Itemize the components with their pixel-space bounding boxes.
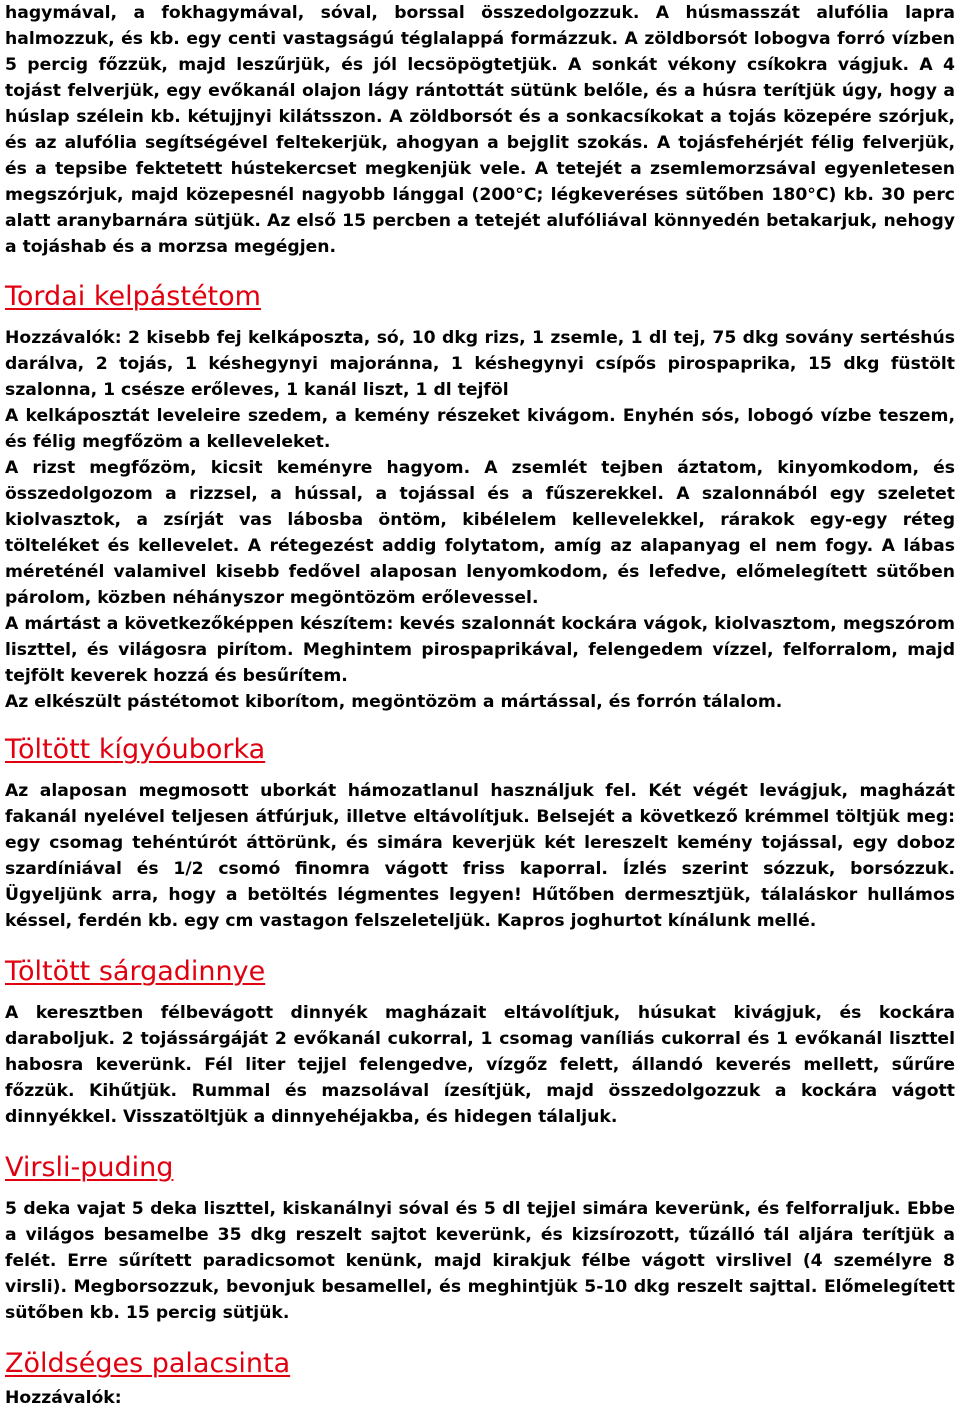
ingredients-label: Hozzávalók:: [5, 1388, 122, 1408]
recipe-title: Zöldséges palacsinta: [5, 1348, 291, 1379]
instruction-paragraph: Az elkészült pástétomot kiborítom, megöntözöm a mártással, és forrón tálalom.: [5, 692, 783, 712]
recipe-toltott-sargadinnye: [5, 955, 955, 1130]
instruction-paragraph: A keresztben félbevágott dinnyék magházait eltávolítjuk, húsukat kivágjuk, és kockára daraboljuk. 2 tojássárgáját 2 evőkanál cukorral, 1 csomag vaníliás cukorral és 1 evőkanál liszttel habosra keverünk. Fél liter tejjel felengedve, vízgőz felett, állandó keverés mellett, sűrűre főzzük. Kihűtjük. Rummal és mazsolával ízesítjük, majd összedolgozzuk a kockára vágott dinnyékkel. Visszatöltjük a dinnyehéjakba, és hidegen tálaljuk.: [5, 1003, 955, 1127]
recipe-toltott-kigyouborka: [5, 733, 955, 934]
intro-section: [5, 0, 955, 260]
intro-paragraph: hagymával, a fokhagymával, sóval, borssal összedolgozzuk. A húsmasszát alufólia lapra halmozzuk, és kb. egy centi vastagságú téglalappá formázzuk. A zöldborsót lobogva forró vízben 5 percig főzzük, majd leszűrjük, és jól lecsöpögtetjük. A sonkát vékony csíkokra vágjuk. A 4 tojást felverjük, egy evőkanál olajon lágy rántottát sütünk belőle, és a húsra terítjük úgy, hogy a húslap szélein kb. kétujjnyi kilátsszon. A zöldborsót és a sonkacsíkokat a tojás közepére szórjuk, és az alufólia segítségével feltekerjük, ahogyan a bejglit szokás. A tojásfehérjét félig felverjük, és a tepsibe fektetett hústekercset megkenjük vele. A tetejét a zsemlemorzsával egyenletesen megszórjuk, majd közepesnél nagyobb lánggal (200°C; légkeveréses sütőben 180°C) kb. 30 perc alatt aranybarnára sütjük. Az első 15 percben a tetejét alufóliával könnyedén betakarjuk, nehogy a tojáshab és a morzsa megégjen.: [5, 3, 955, 257]
instruction-paragraph: 5 deka vajat 5 deka liszttel, kiskanálnyi sóval és 5 dl tejjel simára keverünk, és felforraljuk. Ebbe a világos besamelbe 35 dkg reszelt sajtot keverünk, és kizsírozott, tűzálló tál aljára terítjük a felét. Erre sűrített paradicsomot kenünk, majd kirakjuk félbe vágott virslivel (4 személyre 8 virsli). Megborsozzuk, bevonjuk besamellel, és meghintjük 5-10 dkg reszelt sajttal. Előmelegített sütőben kb. 15 percig sütjük.: [5, 1199, 955, 1323]
recipe-tordai-kelpastetom: [5, 280, 955, 715]
recipe-title: Töltött sárgadinnye: [5, 956, 266, 987]
recipe-zoldseges-palacsinta: [5, 1347, 955, 1411]
recipe-title: Töltött kígyóuborka: [5, 734, 266, 765]
recipe-virsli-puding: [5, 1151, 955, 1326]
recipe-title: Virsli-puding: [5, 1152, 174, 1183]
instruction-paragraph: Az alaposan megmosott uborkát hámozatlanul használjuk fel. Két végét levágjuk, magházát fakanál nyelével teljesen átfúrjuk, illetve eltávolítjuk. Belsejét a következő krémmel töltjük meg: egy csomag tehéntúrót áttörünk, és simára keverjük két lereszelt kemény tojással, egy doboz szardíniával és 1/2 csomó finomra vágott friss kaporral. Ízlés szerint sózzuk, borsózzuk. Ügyeljünk arra, hogy a betöltés légmentes legyen! Hűtőben dermesztjük, tálaláskor hullámos késsel, ferdén kb. egy cm vastagon felszeleteljük. Kapros joghurtot kínálunk mellé.: [5, 781, 955, 931]
instruction-paragraph: A kelkáposztát leveleire szedem, a kemény részeket kivágom. Enyhén sós, lobogó vízbe teszem, és félig megfőzöm a kelleveleket.: [5, 406, 955, 452]
instruction-paragraph: A rizst megfőzöm, kicsit keményre hagyom. A zsemlét tejben áztatom, kinyomkodom, és összedolgozom a rizzsel, a hússal, a tojással és a fűszerekkel. A szalonnából egy szeletet kiolvasztok, a zsírját vas lábosba öntöm, kibélelem kellevelekkel, rárakok egy-egy réteg tölteléket és kellevelet. A rétegezést addig folytatom, amíg az alapanyag el nem fogy. A lábas méreténél valamivel kisebb fedővel alaposan lenyomkodom, és lefedve, előmelegített sütőben párolom, közben néhányszor megöntözöm erőlevessel.: [5, 458, 955, 608]
ingredients-paragraph: Hozzávalók: 2 kisebb fej kelkáposzta, só, 10 dkg rizs, 1 zsemle, 1 dl tej, 75 dkg sovány sertéshús darálva, 2 tojás, 1 késhegynyi majoránna, 1 késhegynyi csípős pirospaprika, 15 dkg füstölt szalonna, 1 csésze erőleves, 1 kanál liszt, 1 dl tejföl: [5, 328, 955, 400]
instruction-paragraph: A mártást a következőképpen készítem: kevés szalonnát kockára vágok, kiolvasztom, megszórom liszttel, és világosra pirítom. Meghintem pirospaprikával, felengedem vízzel, felforralom, majd tejfölt keverek hozzá és besűrítem.: [5, 614, 955, 686]
recipe-title: Tordai kelpástétom: [5, 281, 261, 312]
